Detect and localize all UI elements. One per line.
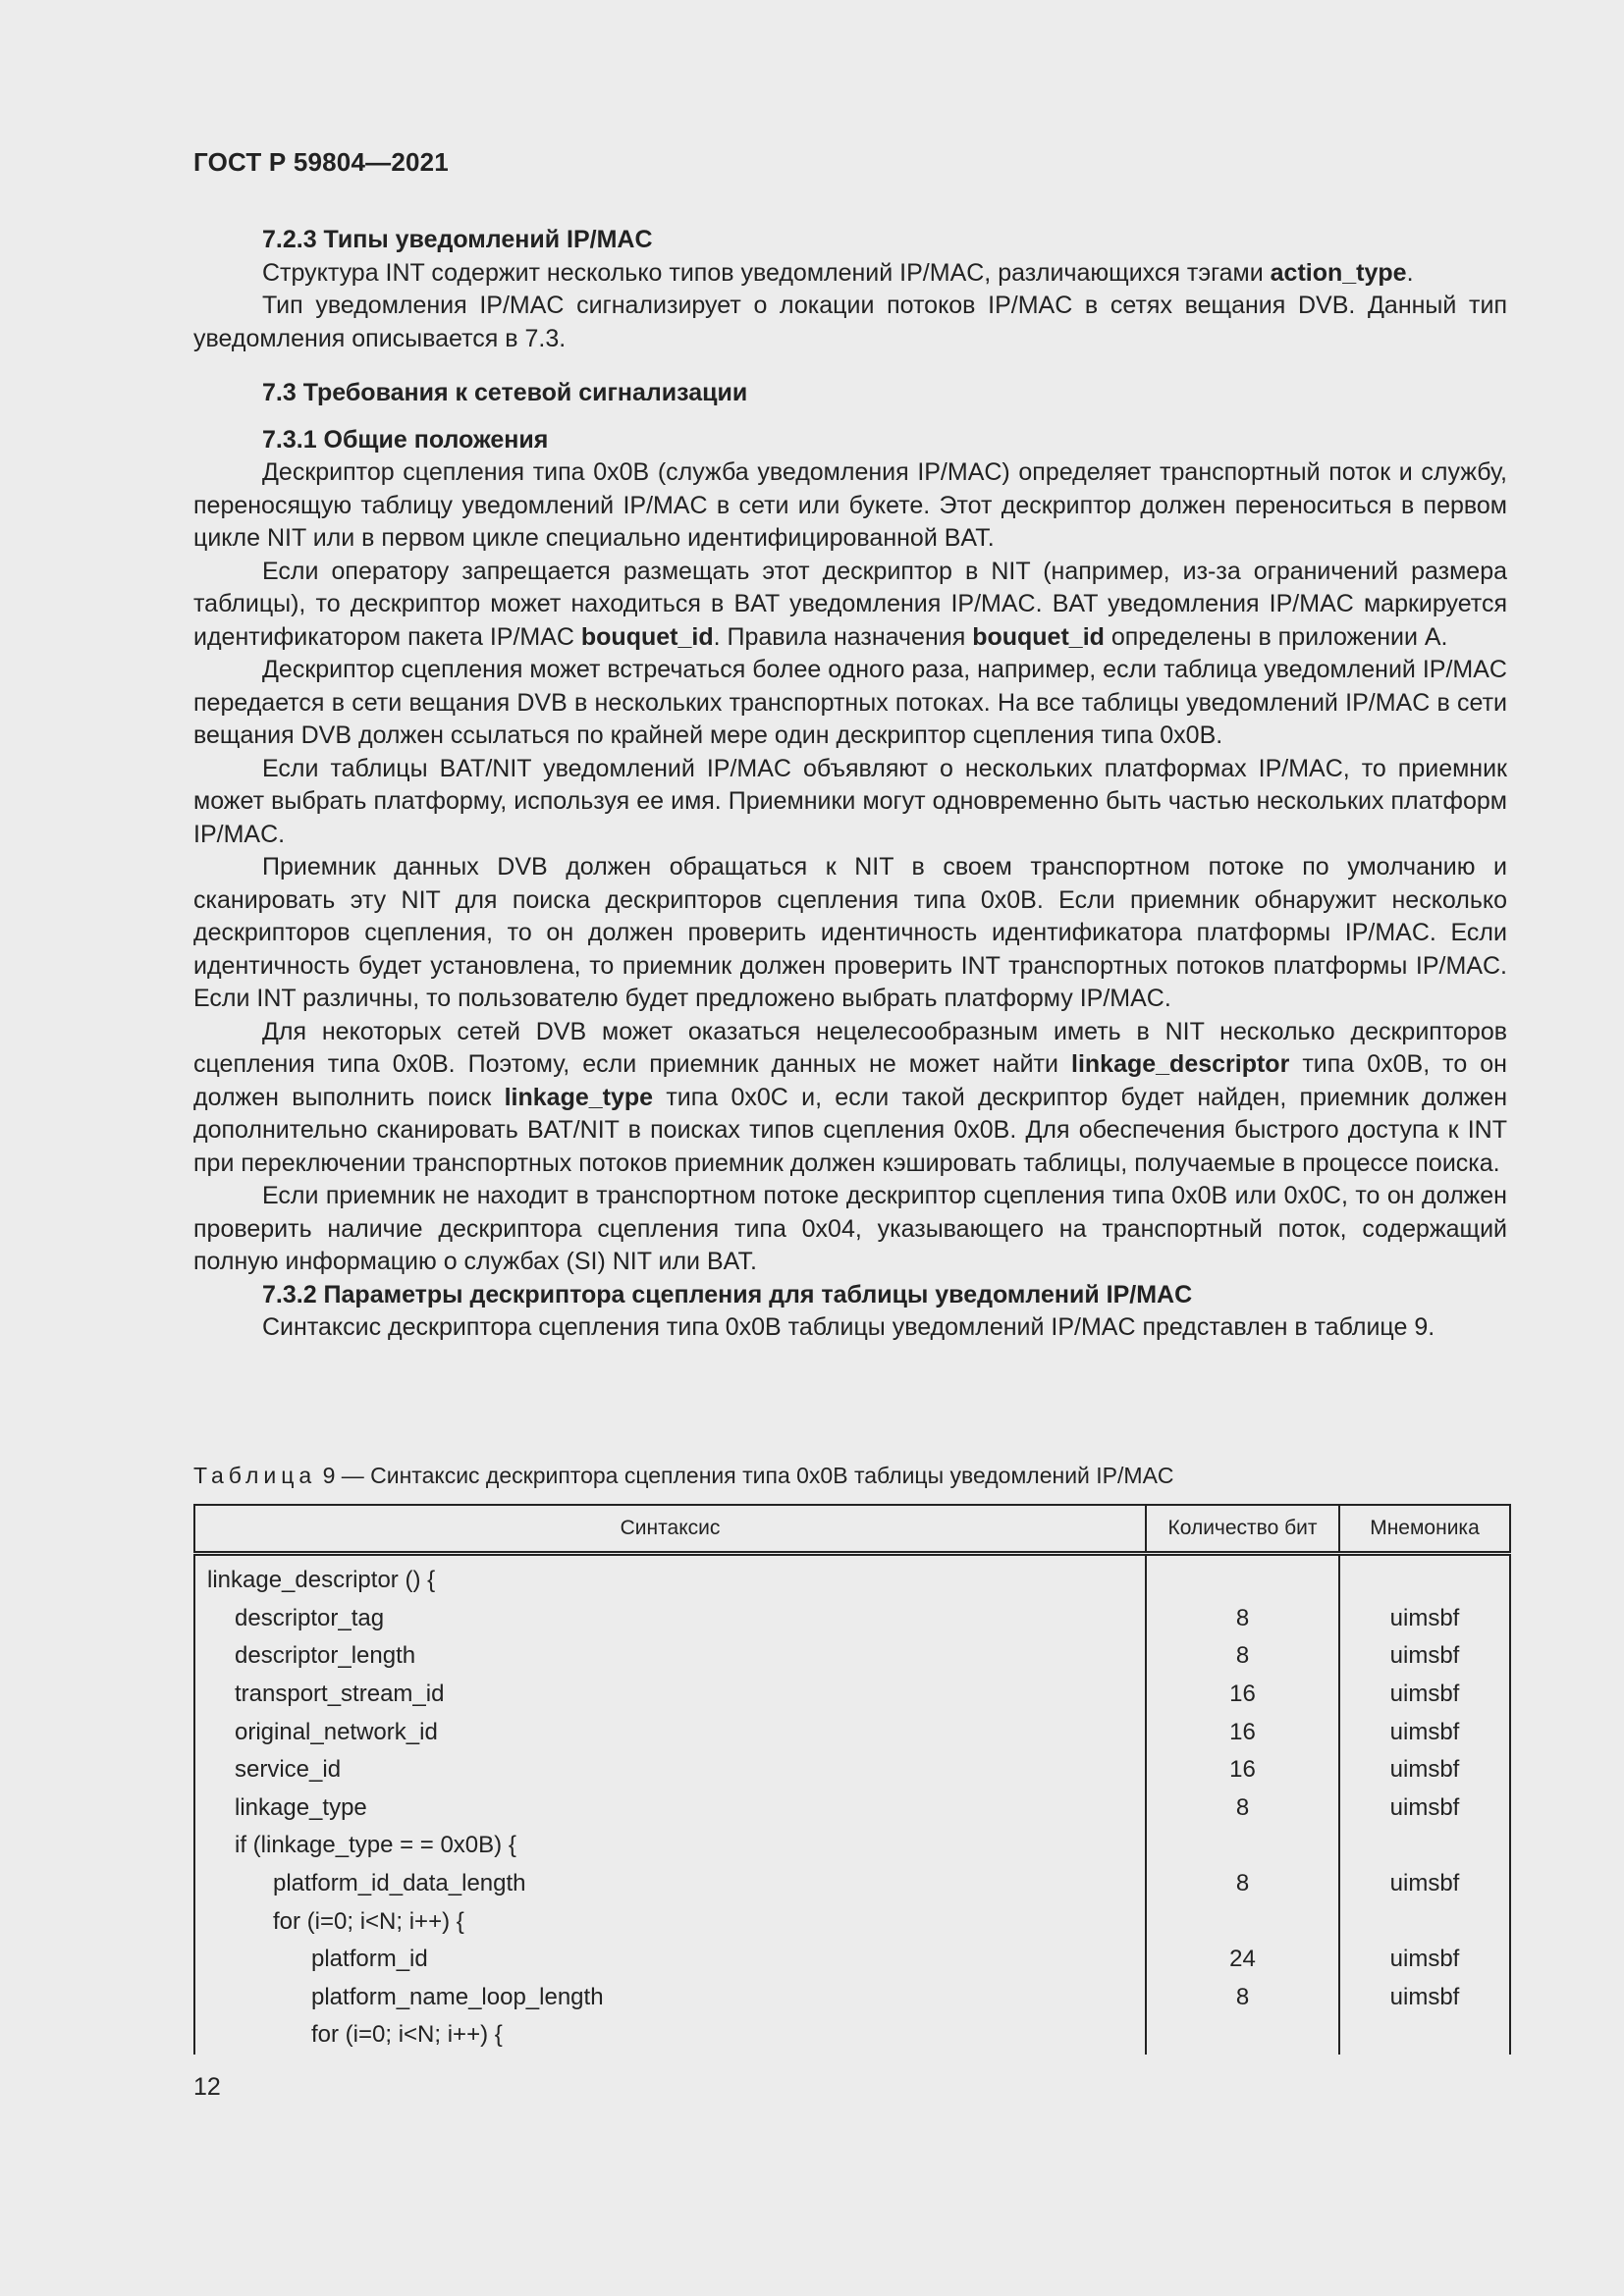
syntax-cell: linkage_type <box>194 1789 1146 1828</box>
bits-cell <box>1146 2016 1339 2055</box>
paragraph: Тип уведомления IP/MAC сигнализирует о локации потоков IP/MAC в сетях вещания DVB. Данный тип уведомления описывается в 7.3. <box>193 292 1507 352</box>
bits-cell: 16 <box>1146 1751 1339 1789</box>
table-row <box>194 2016 1510 2055</box>
document-body <box>193 224 1507 1345</box>
bits-cell: 8 <box>1146 1637 1339 1676</box>
mnemonic-cell: uimsbf <box>1339 1713 1510 1751</box>
table-row <box>194 1676 1510 1714</box>
syntax-cell: descriptor_length <box>194 1637 1146 1676</box>
mnemonic-cell: uimsbf <box>1339 1600 1510 1638</box>
table-row <box>194 1789 1510 1828</box>
document-header: ГОСТ Р 59804—2021 <box>193 147 449 177</box>
section-heading-7-3-1: 7.3.1 Общие положения <box>262 425 549 454</box>
table-row <box>194 1827 1510 1865</box>
table-row <box>194 1554 1510 1600</box>
column-header-mnemonic: Мнемоника <box>1339 1505 1510 1554</box>
table-row <box>194 1637 1510 1676</box>
bits-cell: 8 <box>1146 1600 1339 1638</box>
paragraph: Для некоторых сетей DVB может оказаться нецелесообразным иметь в NIT несколько дескрипторов сцепления типа 0x0B. Поэтому, если приемник данных не может найти linkage_descriptor типа 0x0B, то он должен выполнить поиск linkage_type типа 0x0C и, если такой дескриптор будет найден, приемник должен дополнительно сканировать BAT/NIT в поисках типов сцепления 0x0B. Для обеспечения быстрого доступа к INT при переключении транспортных потоков приемник должен кэшировать таблицы, получаемые в процессе поиска. <box>193 1017 1507 1177</box>
paragraph: Структура INT содержит несколько типов уведомлений IP/MAC, различающихся тэгами action_type. <box>262 258 1414 287</box>
syntax-cell: for (i=0; i<N; i++) { <box>194 1902 1146 1941</box>
syntax-cell: linkage_descriptor () { <box>194 1554 1146 1600</box>
section-heading-7-2-3: 7.2.3 Типы уведомлений IP/MAC <box>262 226 653 253</box>
mnemonic-cell: uimsbf <box>1339 1865 1510 1903</box>
mnemonic-cell: uimsbf <box>1339 1751 1510 1789</box>
column-header-bits: Количество бит <box>1146 1505 1339 1554</box>
table-header-row <box>194 1505 1510 1554</box>
table-row <box>194 1751 1510 1789</box>
bits-cell <box>1146 1827 1339 1865</box>
syntax-cell: transport_stream_id <box>194 1676 1146 1714</box>
table-row <box>194 1713 1510 1751</box>
bits-cell: 24 <box>1146 1941 1339 1979</box>
mnemonic-cell <box>1339 2016 1510 2055</box>
bits-cell <box>1146 1554 1339 1600</box>
bits-cell: 8 <box>1146 1865 1339 1903</box>
syntax-cell: platform_id_data_length <box>194 1865 1146 1903</box>
term-action-type: action_type <box>1270 258 1407 287</box>
syntax-cell: original_network_id <box>194 1713 1146 1751</box>
bits-cell: 8 <box>1146 1789 1339 1828</box>
paragraph: Если таблицы BAT/NIT уведомлений IP/MAC объявляют о нескольких платформах IP/MAC, то приемник может выбрать платформу, используя ее имя. Приемники могут одновременно быть частью нескольких платформ IP/MAC. <box>193 754 1507 848</box>
term-linkage-type: linkage_type <box>504 1083 654 1111</box>
mnemonic-cell <box>1339 1827 1510 1865</box>
paragraph: Приемник данных DVB должен обращаться к NIT в своем транспортном потоке по умолчанию и сканировать эту NIT для поиска дескрипторов сцепления типа 0x0B. Если приемник обнаружит несколько дескрипторов сцепления, то он должен проверить идентичность идентификатора платформы IP/MAC. Если идентичность будет установлена, то приемник должен проверить INT транспортных потоков платформы IP/MAC. Если INT различны, то пользователю будет предложено выбрать платформу IP/MAC. <box>193 853 1507 1012</box>
column-header-syntax: Синтаксис <box>194 1505 1146 1554</box>
mnemonic-cell: uimsbf <box>1339 1979 1510 2017</box>
bits-cell: 8 <box>1146 1979 1339 2017</box>
term-linkage-descriptor: linkage_descriptor <box>1071 1050 1290 1078</box>
table-caption-label: Таблица <box>193 1463 317 1488</box>
syntax-cell: service_id <box>194 1751 1146 1789</box>
mnemonic-cell: uimsbf <box>1339 1941 1510 1979</box>
term-bouquet-id: bouquet_id <box>580 622 714 651</box>
syntax-cell: descriptor_tag <box>194 1600 1146 1638</box>
page-number: 12 <box>193 2073 221 2101</box>
mnemonic-cell <box>1339 1554 1510 1600</box>
mnemonic-cell: uimsbf <box>1339 1789 1510 1828</box>
table-row <box>194 1979 1510 2017</box>
syntax-table <box>193 1504 1511 2055</box>
paragraph: Дескриптор сцепления типа 0x0B (служба уведомления IP/MAC) определяет транспортный поток и службу, переносящую таблицу уведомлений IP/MAC в сети или букете. Этот дескриптор должен переноситься в первом цикле NIT или в первом цикле специально идентифицированной BAT. <box>193 458 1507 552</box>
mnemonic-cell: uimsbf <box>1339 1637 1510 1676</box>
table-row <box>194 1865 1510 1903</box>
paragraph: Если приемник не находит в транспортном потоке дескриптор сцепления типа 0x0B или 0x0C, то он должен проверить наличие дескриптора сцепления типа 0x04, указывающего на транспортный поток, содержащий полную информацию о службах (SI) NIT или BAT. <box>193 1182 1507 1275</box>
paragraph: Дескриптор сцепления может встречаться более одного раза, например, если таблица уведомлений IP/MAC передается в сети вещания DVB в нескольких транспортных потоках. На все таблицы уведомлений IP/MAC в сети вещания DVB должен ссылаться по крайней мере один дескриптор сцепления типа 0x0B. <box>193 656 1507 749</box>
syntax-cell: if (linkage_type = = 0x0B) { <box>194 1827 1146 1865</box>
paragraph: Синтаксис дескриптора сцепления типа 0x0B таблицы уведомлений IP/MAC представлен в таблице 9. <box>262 1313 1435 1341</box>
table-row <box>194 1902 1510 1941</box>
table-caption-text: 9 — Синтаксис дескриптора сцепления типа 0x0B таблицы уведомлений IP/MAC <box>316 1463 1174 1488</box>
syntax-cell: platform_id <box>194 1941 1146 1979</box>
section-heading-7-3-2: 7.3.2 Параметры дескриптора сцепления для таблицы уведомлений IP/MAC <box>262 1280 1193 1308</box>
syntax-cell: for (i=0; i<N; i++) { <box>194 2016 1146 2055</box>
bits-cell <box>1146 1902 1339 1941</box>
term-bouquet-id: bouquet_id <box>972 622 1105 651</box>
bits-cell: 16 <box>1146 1713 1339 1751</box>
syntax-cell: platform_name_loop_length <box>194 1979 1146 2017</box>
table-row <box>194 1941 1510 1979</box>
mnemonic-cell <box>1339 1902 1510 1941</box>
section-heading-7-3: 7.3 Требования к сетевой сигнализации <box>262 379 748 406</box>
table-caption <box>193 1461 1174 1490</box>
table-row <box>194 1600 1510 1638</box>
bits-cell: 16 <box>1146 1676 1339 1714</box>
mnemonic-cell: uimsbf <box>1339 1676 1510 1714</box>
paragraph: Если оператору запрещается размещать этот дескриптор в NIT (например, из-за ограничений размера таблицы), то дескриптор может находиться в BAT уведомления IP/MAC. BAT уведомления IP/MAC маркируется идентификатором пакета IP/MAC bouquet_id. Правила назначения bouquet_id определены в приложении А. <box>193 557 1507 651</box>
